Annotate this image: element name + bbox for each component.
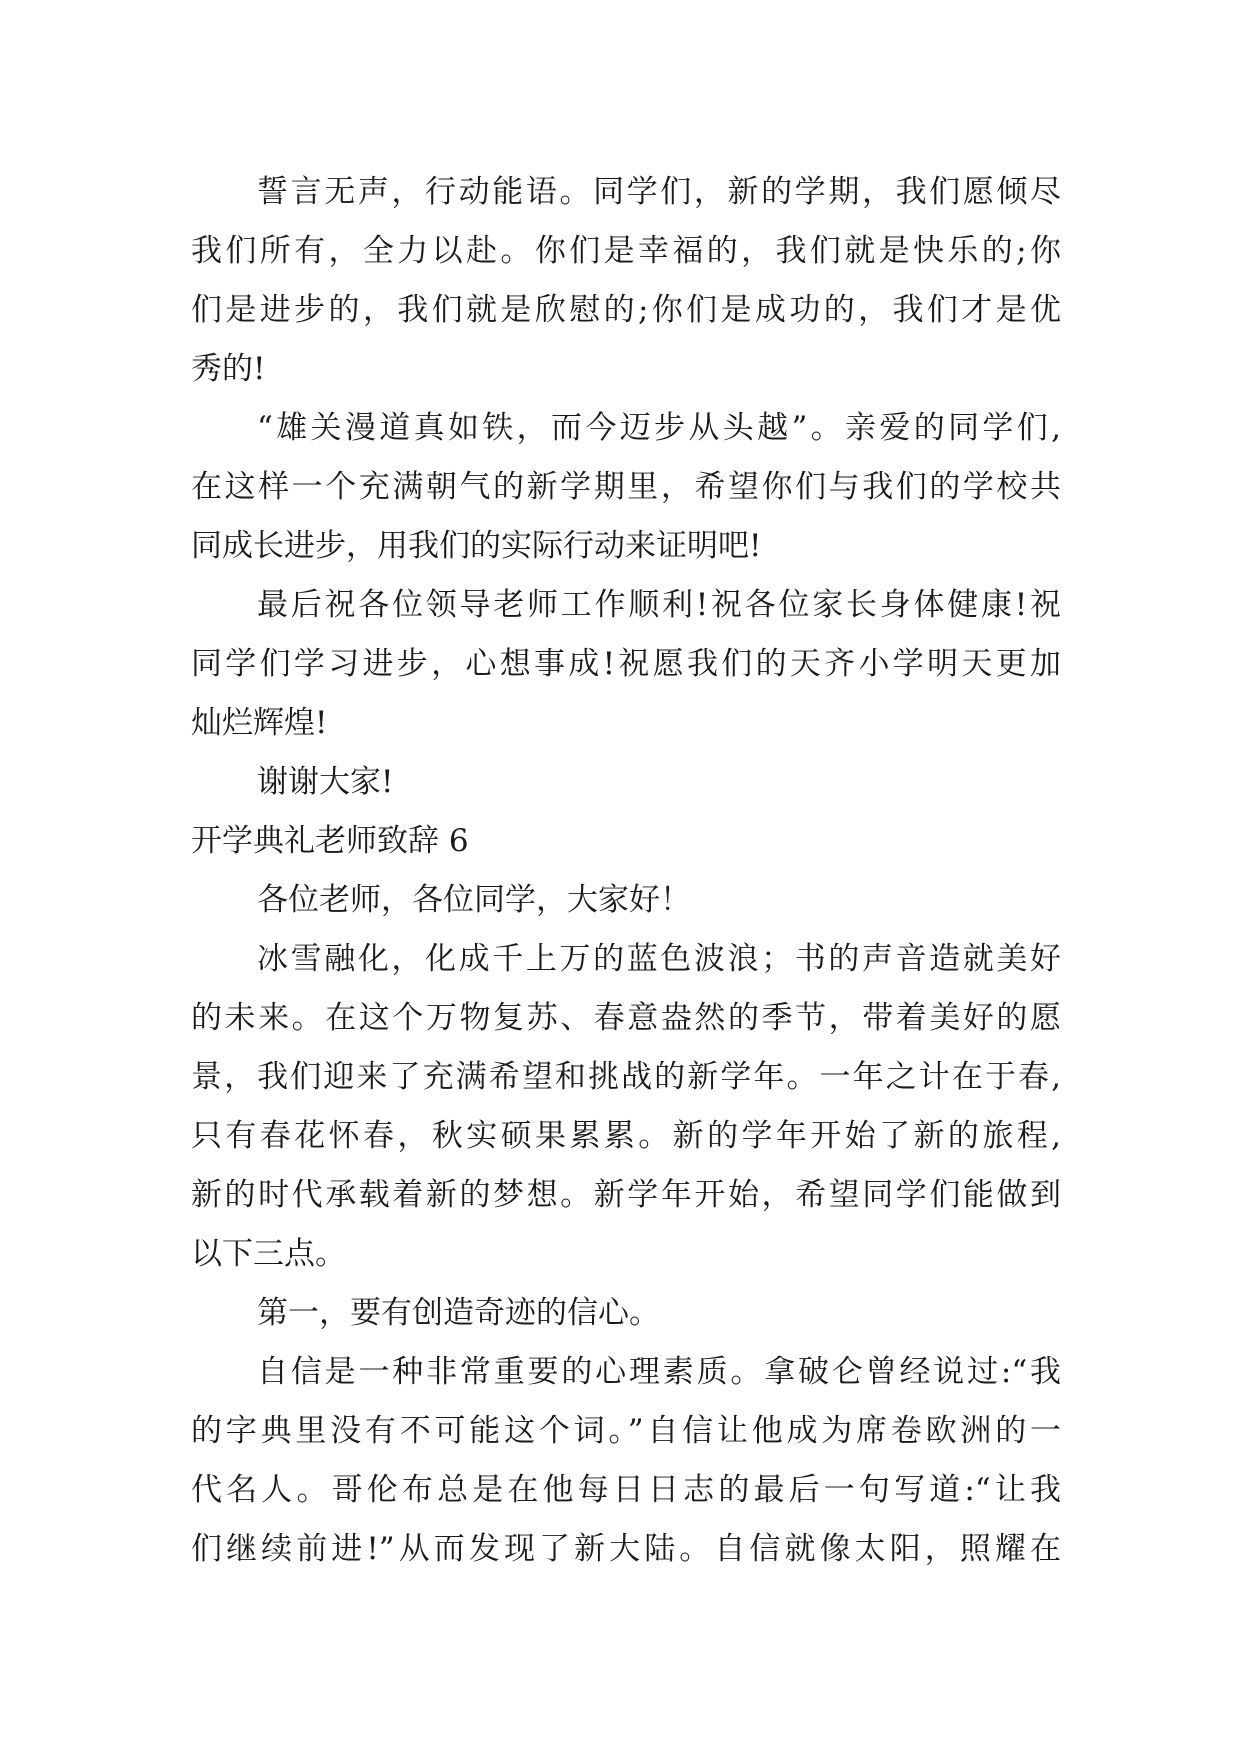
- text-line: 的未来。在这个万物复苏、春意盎然的季节，带着美好的愿: [191, 1000, 1061, 1036]
- text-line: 以下三点。: [191, 1236, 346, 1272]
- text-line: 们继续前进!”从而发现了新大陆。自信就像太阳，照耀在: [191, 1531, 1061, 1567]
- text-line: 只有春花怀春，秋实硕果累累。新的学年开始了新的旅程,: [191, 1118, 1061, 1154]
- text-line: 各位老师，各位同学，大家好！: [257, 882, 691, 918]
- text-line: 们是进步的，我们就是欣慰的;你们是成功的，我们才是优: [191, 292, 1061, 328]
- text-line: 誓言无声，行动能语。同学们，新的学期，我们愿倾尽: [257, 174, 1061, 210]
- text-line: 代名人。哥伦布总是在他每日日志的最后一句写道:“让我: [191, 1472, 1061, 1508]
- text-line: 灿烂辉煌!: [191, 705, 328, 741]
- text-line: “雄关漫道真如铁，而今迈步从头越”。亲爱的同学们,: [257, 410, 1061, 446]
- text-line: 同学们学习进步，心想事成!祝愿我们的天齐小学明天更加: [191, 646, 1061, 682]
- text-line: 的字典里没有不可能这个词。”自信让他成为席卷欧洲的一: [191, 1413, 1061, 1449]
- text-line: 新的时代承载着新的梦想。新学年开始，希望同学们能做到: [191, 1177, 1061, 1213]
- section-heading: 开学典礼老师致辞 6: [191, 823, 469, 859]
- text-line: 景，我们迎来了充满希望和挑战的新学年。一年之计在于春,: [191, 1059, 1061, 1095]
- text-line: 同成长进步，用我们的实际行动来证明吧!: [191, 528, 762, 564]
- text-line: 在这样一个充满朝气的新学期里，希望你们与我们的学校共: [191, 469, 1061, 505]
- text-line: 第一，要有创造奇迹的信心。: [257, 1295, 660, 1331]
- text-line: 自信是一种非常重要的心理素质。拿破仑曾经说过:“我: [257, 1354, 1061, 1390]
- text-line: 最后祝各位领导老师工作顺利!祝各位家长身体健康!祝: [257, 587, 1061, 623]
- document-body: [191, 163, 1061, 1579]
- text-line: 我们所有，全力以赴。你们是幸福的，我们就是快乐的;你: [191, 233, 1061, 269]
- text-line: 秀的!: [191, 351, 266, 387]
- text-line: 谢谢大家!: [257, 764, 394, 800]
- text-line: 冰雪融化，化成千上万的蓝色波浪；书的声音造就美好: [257, 941, 1061, 977]
